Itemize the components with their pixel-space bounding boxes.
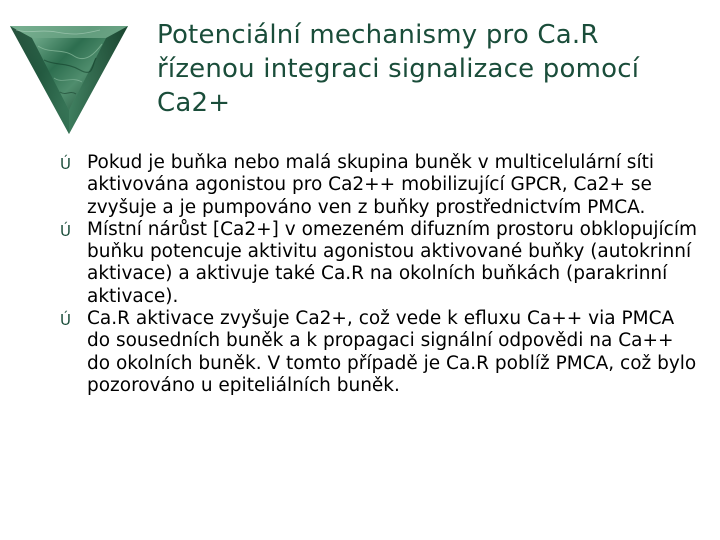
bullet-text: Pokud je buňka nebo malá skupina buněk v multicelulární síti aktivována agonistou pro Ca2++ mobilizující GPCR, Ca2+ se zvyšuje a je pumpováno ven z buňky prostřednictvím PMCA.: [87, 152, 654, 218]
bullet-text: Ca.R aktivace zvyšuje Ca2+, což vede k efluxu Ca++ via PMCA do sousedních buněk a k propagaci signální odpovědi na Ca++ do okolních buněk. V tomto případě je Ca.R poblíž PMCA, což bylo pozorováno u epiteliálních buněk.: [87, 308, 697, 396]
check-mark-icon: Ú: [60, 221, 71, 240]
green-marble-triangle-logo: [10, 26, 128, 134]
bullet-item: [60, 152, 700, 219]
check-mark-icon: Ú: [60, 311, 71, 330]
bullet-item: [60, 308, 700, 397]
check-mark-icon: Ú: [60, 155, 71, 173]
bullet-text: Místní nárůst [Ca2+] v omezeném difuzním prostoru obklopujícím buňku potencuje aktivitu agonistou aktivované buňky (autokrinní aktivace) a aktivuje také Ca.R na okolních buňkách (parakrinní aktivace).: [87, 218, 697, 307]
bullet-item: [60, 219, 700, 308]
bullet-list: [60, 152, 700, 397]
slide-title: Potenciální mechanismy pro Ca.R řízenou integraci signalizace pomocí Ca2+: [157, 20, 640, 118]
